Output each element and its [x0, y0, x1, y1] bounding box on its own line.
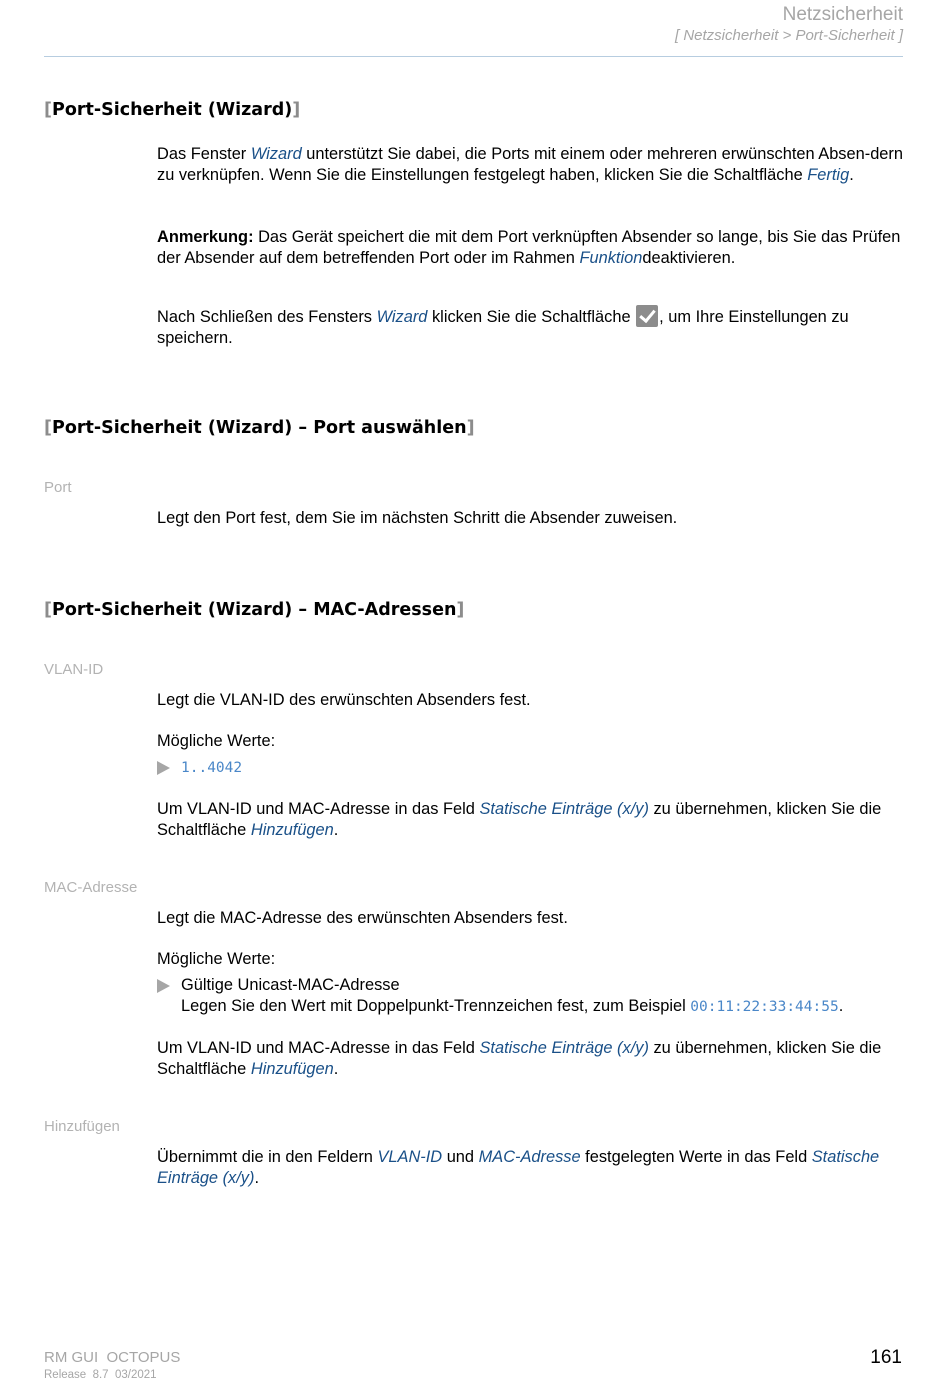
- mac-address-value-item: Gültige Unicast-MAC-Adresse Legen Sie den Wert mit Doppelpunkt-Trennzeichen fest, zum Beispiel 00:11:22:33:44:55.: [157, 975, 905, 1018]
- footer-product: RM GUI OCTOPUS: [44, 1349, 181, 1366]
- wizard-save-paragraph: Nach Schließen des Fensters Wizard klicken Sie die Schaltfläche , um Ihre Einstellungen zu speichern.: [157, 305, 905, 349]
- ref-hinzufuegen-2: Hinzufügen: [250, 1060, 334, 1078]
- wizard-note-paragraph: Anmerkung: Das Gerät speichert die mit dem Port verknüpften Absender so lange, bis Sie das Prüfen der Absender auf dem betreffenden Port oder im Rahmen Funktiondeaktivieren.: [157, 228, 901, 267]
- section-heading-wizard: [Port-Sicherheit (Wizard)]: [44, 100, 301, 120]
- footer-release: Release 8.7 03/2021: [44, 1369, 157, 1381]
- field-label-vlan-id: VLAN-ID: [44, 661, 104, 678]
- ref-vlan-id: VLAN-ID: [377, 1148, 443, 1166]
- vlan-id-note: Um VLAN-ID und MAC-Adresse in das Feld Statische Einträge (x/y) zu übernehmen, klicken Sie die Schaltfläche Hinzufügen.: [157, 800, 882, 839]
- mac-address-note: Um VLAN-ID und MAC-Adresse in das Feld Statische Einträge (x/y) zu übernehmen, klicken Sie die Schaltfläche Hinzufügen.: [157, 1039, 882, 1078]
- vlan-id-value-item: [157, 757, 905, 779]
- field-label-mac-address: MAC-Adresse: [44, 879, 138, 896]
- section-heading-port-select: [Port-Sicherheit (Wizard) – Port auswählen]: [44, 418, 475, 438]
- page-number: 161: [870, 1347, 902, 1368]
- wizard-intro-paragraph: Das Fenster Wizard unterstützt Sie dabei, die Ports mit einem oder mehreren erwünschten Absen-dern zu verknüpfen. Wenn Sie die Einstellungen festgelegt haben, klicken Sie die Schaltfläche Fertig.: [157, 145, 903, 184]
- mac-address-values-label: Mögliche Werte:: [157, 950, 276, 968]
- mac-address-description: Legt die MAC-Adresse des erwünschten Absenders fest.: [157, 909, 568, 927]
- ref-static-entries: Statische Einträge (x/y): [479, 800, 649, 818]
- hinzufuegen-description: Übernimmt die in den Feldern VLAN-ID und MAC-Adresse festgelegten Werte in das Feld Statische Einträge (x/y).: [157, 1148, 880, 1187]
- vlan-id-range: 1..4042: [181, 760, 243, 776]
- field-label-port: Port: [44, 479, 72, 496]
- ref-mac-address: MAC-Adresse: [478, 1148, 581, 1166]
- ref-static-entries-3: Statische Einträge (x/y): [157, 1148, 880, 1187]
- ref-hinzufuegen: Hinzufügen: [250, 821, 334, 839]
- port-description: Legt den Port fest, dem Sie im nächsten Schritt die Absender zuweisen.: [157, 509, 678, 527]
- vlan-id-values-label: Mögliche Werte:: [157, 732, 276, 750]
- bullet-triangle-icon: [157, 979, 170, 993]
- bullet-triangle-icon: [157, 761, 170, 775]
- checkmark-icon: [636, 305, 658, 327]
- ref-wizard-2: Wizard: [376, 308, 428, 326]
- field-label-hinzufuegen: Hinzufügen: [44, 1118, 120, 1135]
- vlan-id-description: Legt die VLAN-ID des erwünschten Absenders fest.: [157, 691, 531, 709]
- ref-funktion: Funktion: [579, 249, 643, 267]
- mac-address-example: 00:11:22:33:44:55: [690, 999, 839, 1015]
- header-divider: [44, 56, 903, 57]
- section-heading-mac-addresses: [Port-Sicherheit (Wizard) – MAC-Adressen]: [44, 600, 465, 620]
- header-title: Netzsicherheit: [782, 4, 903, 25]
- ref-static-entries-2: Statische Einträge (x/y): [479, 1039, 649, 1057]
- ref-fertig: Fertig: [807, 166, 850, 184]
- breadcrumb: [ Netzsicherheit > Port-Sicherheit ]: [674, 27, 903, 44]
- ref-wizard: Wizard: [250, 145, 302, 163]
